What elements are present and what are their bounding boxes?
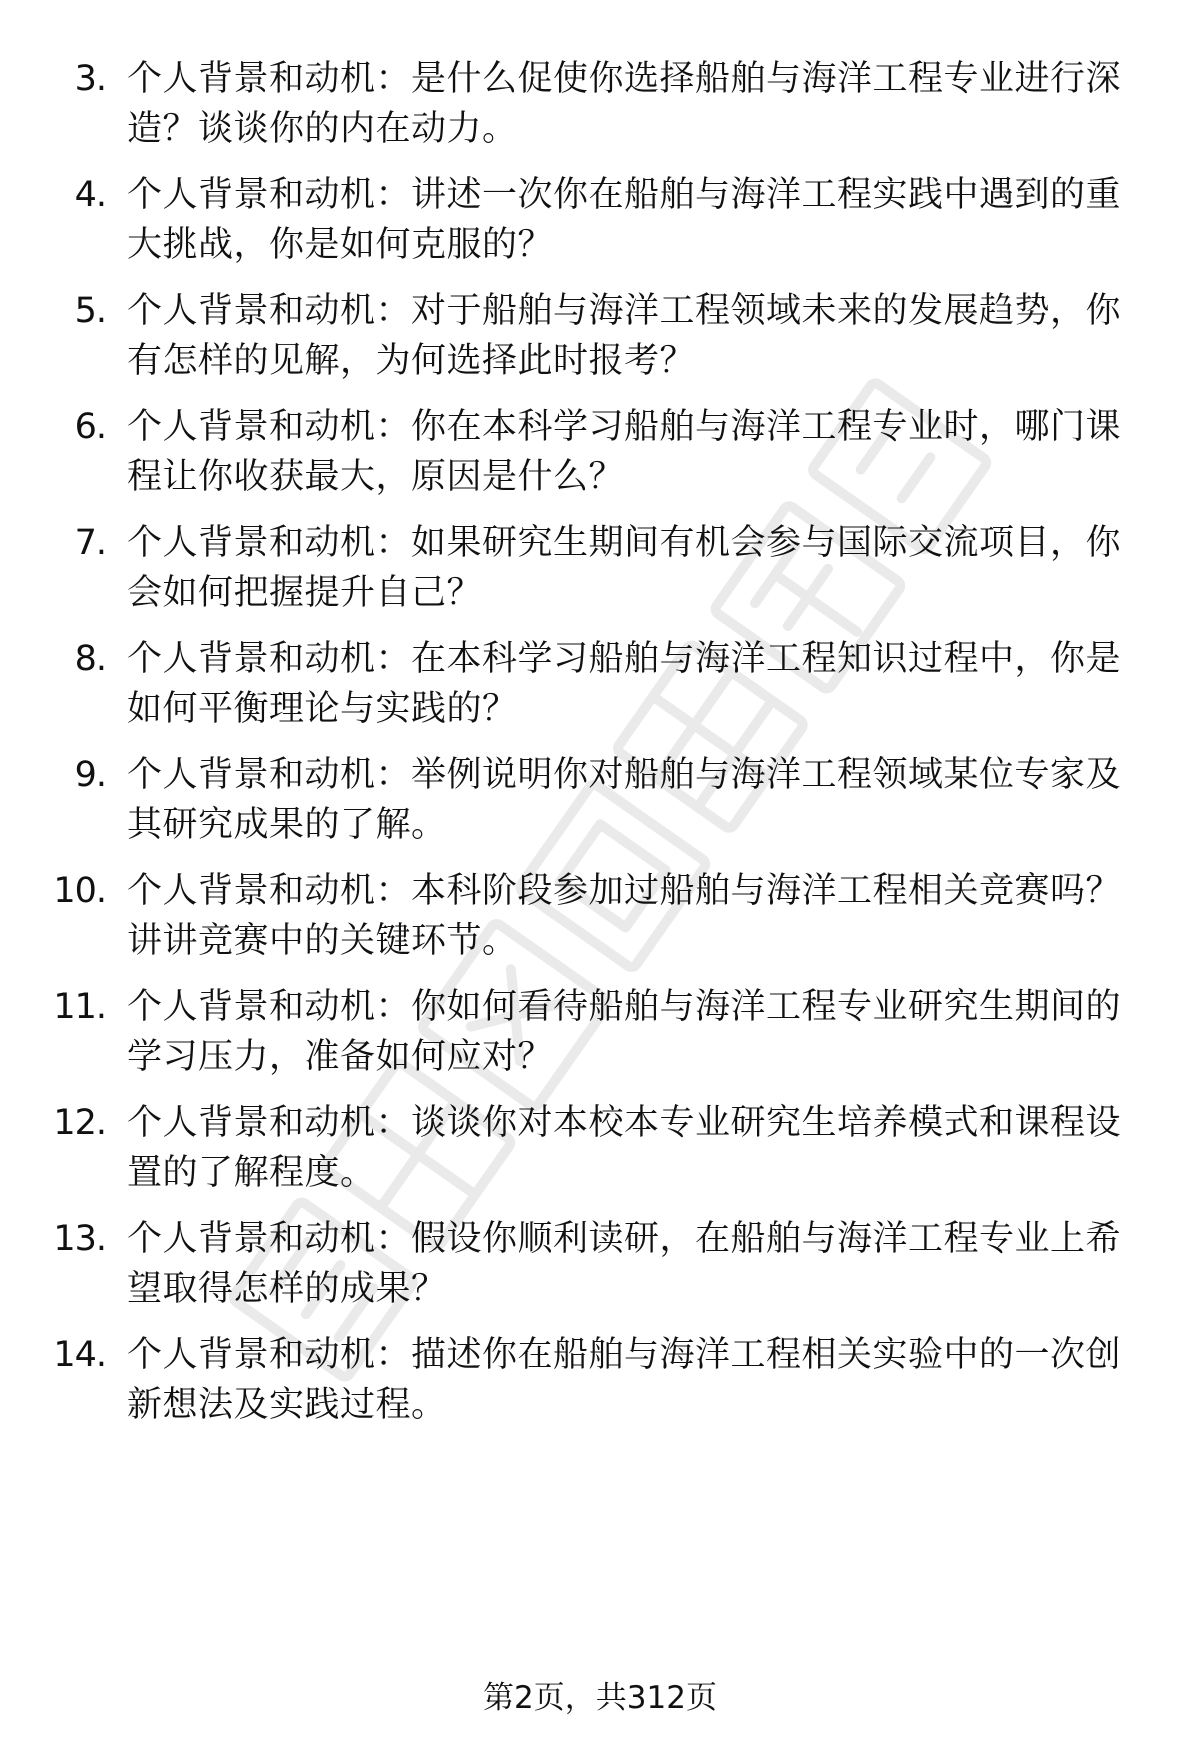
question-item xyxy=(50,402,1150,512)
question-text-line: 个人背景和动机：讲述一次你在船舶与海洋工程实践中遇到的重 xyxy=(127,175,1122,215)
question-text-line: 个人背景和动机：在本科学习船舶与海洋工程知识过程中，你是 xyxy=(127,639,1122,679)
question-text xyxy=(127,982,1177,1082)
question-item xyxy=(50,1214,1150,1324)
question-item xyxy=(50,866,1150,976)
question-text-line: 个人背景和动机：本科阶段参加过船舶与海洋工程相关竞赛吗？ xyxy=(127,871,1122,911)
question-text-line: 如何平衡理论与实践的？ xyxy=(127,689,518,729)
question-text-line: 讲讲竞赛中的关键环节。 xyxy=(127,921,518,961)
question-item xyxy=(50,54,1150,164)
question-text-line: 个人背景和动机：是什么促使你选择船舶与海洋工程专业进行深 xyxy=(127,59,1122,99)
question-text-line: 新想法及实践过程。 xyxy=(127,1385,447,1425)
question-text-line: 个人背景和动机：你如何看待船舶与海洋工程专业研究生期间的 xyxy=(127,987,1122,1027)
question-number: 4. xyxy=(74,175,106,215)
question-text-line: 个人背景和动机：你在本科学习船舶与海洋工程专业时，哪门课 xyxy=(127,407,1122,447)
question-text xyxy=(127,518,1177,618)
question-text xyxy=(127,402,1177,502)
question-text-line: 个人背景和动机：描述你在船舶与海洋工程相关实验中的一次创 xyxy=(127,1335,1122,1375)
question-text-line: 大挑战，你是如何克服的？ xyxy=(127,225,554,265)
question-number: 11. xyxy=(53,987,106,1027)
question-text-line: 学习压力，准备如何应对？ xyxy=(127,1037,554,1077)
question-text-line: 望取得怎样的成果？ xyxy=(127,1269,447,1309)
question-number: 14. xyxy=(53,1335,106,1375)
page-number-label: 第2页，共312页 xyxy=(483,1680,717,1716)
question-text-line: 个人背景和动机：谈谈你对本校本专业研究生培养模式和课程设 xyxy=(127,1103,1122,1143)
question-number: 3. xyxy=(74,59,106,99)
question-item xyxy=(50,982,1150,1092)
question-item xyxy=(50,1098,1150,1208)
question-item xyxy=(50,1330,1150,1440)
question-text xyxy=(127,54,1177,154)
question-text-line: 会如何把握提升自己？ xyxy=(127,573,483,613)
question-text-line: 有怎样的见解，为何选择此时报考？ xyxy=(127,341,696,381)
question-text xyxy=(127,1214,1177,1314)
question-text xyxy=(127,750,1177,850)
question-text-line: 个人背景和动机：如果研究生期间有机会参与国际交流项目，你 xyxy=(127,523,1122,563)
question-text-line: 置的了解程度。 xyxy=(127,1153,376,1193)
question-item xyxy=(50,634,1150,744)
question-text xyxy=(127,170,1177,270)
question-text-line: 个人背景和动机：假设你顺利读研，在船舶与海洋工程专业上希 xyxy=(127,1219,1122,1259)
question-number: 6. xyxy=(74,407,106,447)
question-text-line: 造？谈谈你的内在动力。 xyxy=(127,109,518,149)
question-number: 13. xyxy=(53,1219,106,1259)
question-text-line: 其研究成果的了解。 xyxy=(127,805,447,845)
question-number: 9. xyxy=(74,755,106,795)
question-number: 10. xyxy=(53,871,106,911)
question-item xyxy=(50,518,1150,628)
question-text xyxy=(127,1330,1177,1430)
question-text-line: 个人背景和动机：举例说明你对船舶与海洋工程领域某位专家及 xyxy=(127,755,1122,795)
question-number: 5. xyxy=(74,291,106,331)
question-text-line: 程让你收获最大，原因是什么？ xyxy=(127,457,625,497)
question-item xyxy=(50,750,1150,860)
question-number: 7. xyxy=(74,523,106,563)
question-number: 12. xyxy=(53,1103,106,1143)
question-text xyxy=(127,286,1177,386)
question-text xyxy=(127,634,1177,734)
question-item xyxy=(50,286,1150,396)
question-text xyxy=(127,866,1177,966)
question-item xyxy=(50,170,1150,280)
question-text-line: 个人背景和动机：对于船舶与海洋工程领域未来的发展趋势，你 xyxy=(127,291,1122,331)
question-number: 8. xyxy=(74,639,106,679)
page-footer xyxy=(0,1676,1200,1720)
question-text xyxy=(127,1098,1177,1198)
